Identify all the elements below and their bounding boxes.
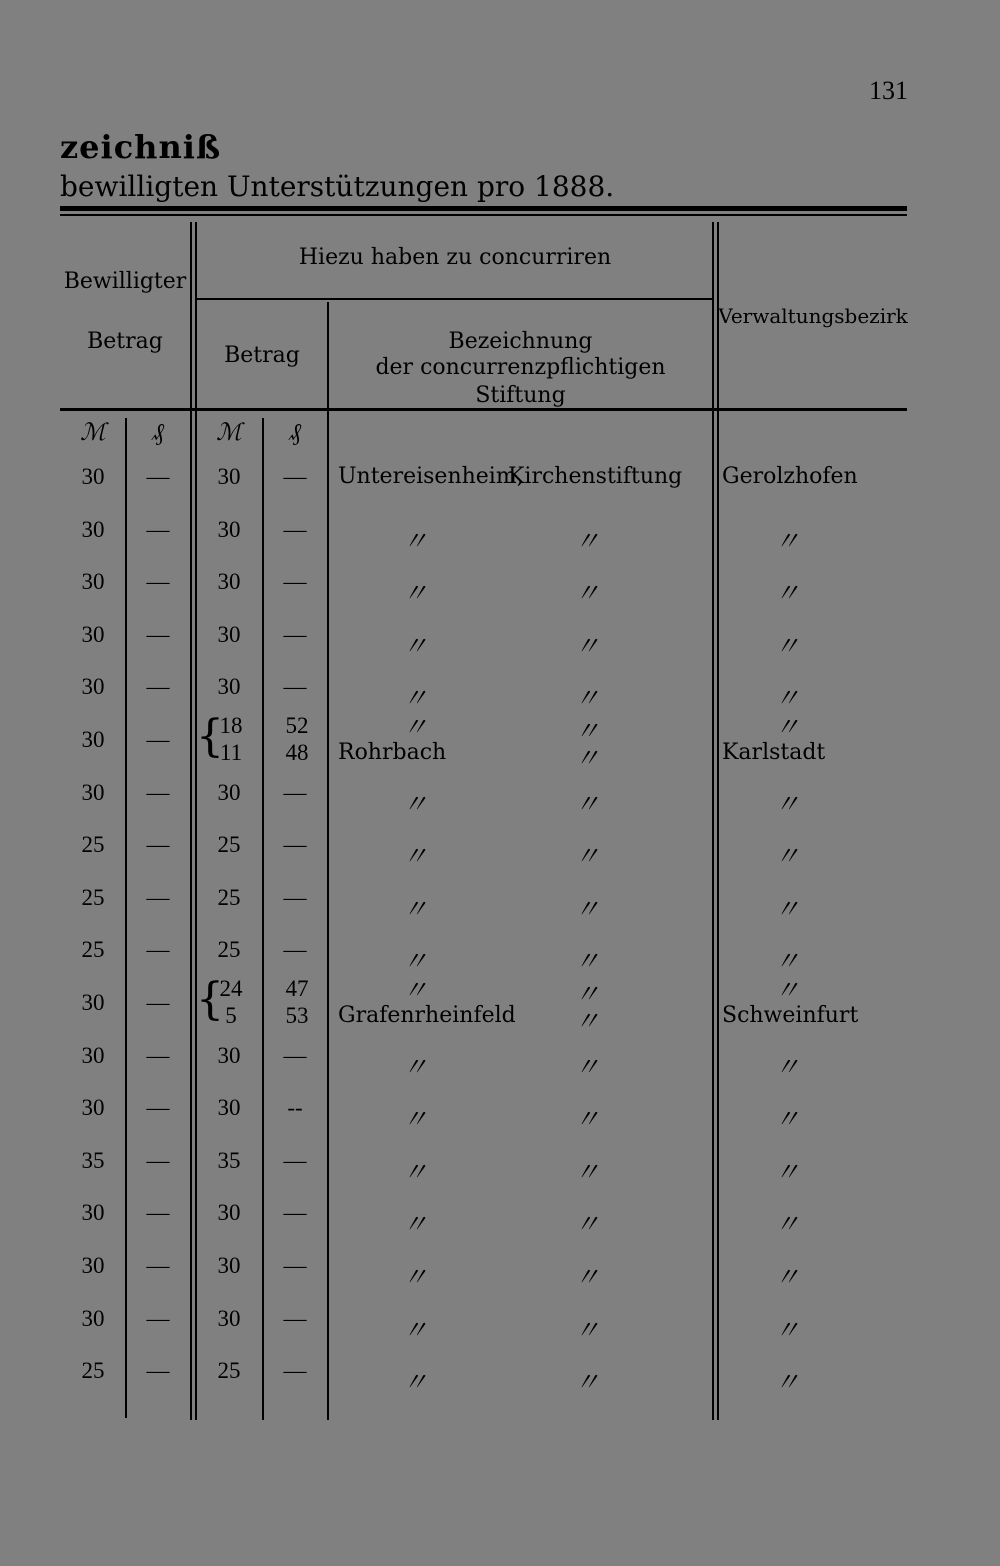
granted-pfennig-cell: —	[146, 516, 170, 542]
title-line-1: zeichniß	[60, 128, 222, 166]
place-ditto: 〃	[401, 789, 428, 820]
granted-mark-cell: 25	[81, 884, 105, 910]
place-ditto: 〃	[401, 579, 428, 610]
foundation-ditto: 〃	[573, 1007, 600, 1037]
district-ditto: 〃	[773, 947, 800, 978]
granted-pfennig-cell: —	[146, 674, 170, 700]
foundation-ditto: 〃	[573, 526, 600, 557]
district-ditto: 〃	[773, 684, 800, 715]
granted-pfennig-cell: —	[146, 884, 170, 910]
granted-mark-cell: 30	[81, 516, 105, 542]
place-ditto: 〃	[401, 1315, 428, 1346]
foundation-ditto: 〃	[573, 1105, 600, 1136]
unit-mark-granted: ℳ	[80, 418, 106, 446]
district-ditto: 〃	[773, 1157, 800, 1188]
concur-pfennig-cell: —	[283, 937, 307, 963]
foundation-ditto: 〃	[573, 789, 600, 820]
header-granted-line1: Bewilligter	[63, 269, 187, 294]
col-divider-district-a	[712, 222, 714, 1420]
col-divider-district-b	[717, 222, 719, 1420]
foundation-ditto: 〃	[573, 980, 600, 1010]
concur-pfennig-cell: —	[283, 464, 307, 489]
granted-mark-cell: 30	[81, 779, 105, 805]
concur-mark-cell: 25	[217, 1358, 241, 1384]
header-concur-group: Hiezu haben zu concurriren	[298, 245, 612, 270]
granted-pfennig-cell: —	[146, 937, 170, 963]
place-ditto: 〃	[401, 1368, 428, 1399]
foundation-ditto: 〃	[573, 631, 600, 662]
concur-pfennig-cell: --	[287, 1095, 303, 1121]
concur-mark-cell: 30	[217, 621, 241, 647]
granted-pfennig-cell: —	[146, 779, 170, 805]
granted-mark-cell: 30	[81, 621, 105, 647]
col-divider-granted-b	[195, 222, 197, 1420]
granted-mark-cell: 30	[81, 1042, 105, 1068]
granted-mark-cell: 30	[81, 674, 105, 700]
granted-pfennig-cell: —	[146, 621, 170, 647]
header-designation-line2: der concurrenzpflichtigen Stiftung	[375, 355, 666, 408]
unit-pfennig-concur: ₰	[289, 418, 301, 446]
place-ditto: 〃	[401, 842, 428, 873]
granted-pfennig-cell: —	[146, 1358, 170, 1384]
top-rule-thin	[60, 214, 907, 216]
granted-pfennig-cell: —	[146, 727, 170, 752]
concur-mark-cell: 30	[217, 1305, 241, 1331]
concur-pfennig-cell: —	[283, 779, 307, 805]
concur-mark-cell: 18	[219, 713, 243, 738]
col-divider-designation	[327, 302, 329, 1420]
unit-mark-concur: ℳ	[216, 418, 242, 446]
place-cell: Untereisenheim,	[338, 464, 524, 489]
place-ditto: 〃	[401, 1157, 428, 1188]
place-ditto: 〃	[401, 684, 428, 715]
concur-pfennig-cell: —	[283, 1253, 307, 1278]
foundation-ditto: 〃	[573, 947, 600, 978]
foundation-ditto: 〃	[573, 579, 600, 610]
district-ditto: 〃	[773, 579, 800, 610]
foundation-ditto: 〃	[573, 894, 600, 925]
place-ditto: 〃	[401, 1263, 428, 1293]
header-designation-line1: Bezeichnung	[448, 329, 593, 354]
concur-mark-cell: 30	[217, 1253, 241, 1278]
foundation-ditto: 〃	[573, 1315, 600, 1346]
foundation-ditto: 〃	[573, 1157, 600, 1188]
concur-mark-cell: 25	[217, 832, 241, 858]
district-ditto: 〃	[773, 1263, 800, 1293]
district-ditto: 〃	[773, 1315, 800, 1346]
concur-pfennig-cell: —	[283, 1147, 307, 1173]
brace-icon: {	[196, 974, 224, 1025]
district-ditto: 〃	[773, 713, 800, 743]
top-rule-thick	[60, 206, 907, 211]
granted-mark-cell: 30	[81, 1200, 105, 1226]
concur-pfennig-cell: 53	[285, 1003, 309, 1028]
granted-pfennig-cell: —	[146, 990, 170, 1015]
district-ditto: 〃	[773, 1105, 800, 1136]
header-district: Verwaltungsbezirk	[718, 304, 908, 328]
place-ditto: 〃	[401, 526, 428, 557]
concur-mark-cell: 30	[217, 516, 241, 542]
concur-pfennig-cell: —	[283, 884, 307, 910]
granted-pfennig-cell: —	[146, 1253, 170, 1278]
concur-pfennig-cell: —	[283, 516, 307, 542]
col-divider-granted-a	[190, 222, 192, 1420]
concur-pfennig-cell: —	[283, 1358, 307, 1384]
district-ditto: 〃	[773, 1368, 800, 1399]
granted-mark-cell: 25	[81, 832, 105, 858]
district-cell: Karlstadt	[722, 740, 826, 765]
place-ditto: 〃	[401, 947, 428, 978]
district-ditto: 〃	[773, 976, 800, 1006]
granted-mark-cell: 35	[81, 1147, 105, 1173]
concur-pfennig-cell: —	[283, 674, 307, 700]
concur-pfennig-cell: 52	[285, 713, 309, 738]
granted-pfennig-cell: —	[146, 464, 170, 489]
concur-mark-cell: 30	[217, 1200, 241, 1226]
concur-pfennig-cell: 48	[285, 740, 309, 765]
foundation-ditto: 〃	[573, 744, 600, 774]
concur-pfennig-cell: —	[283, 1042, 307, 1068]
granted-mark-cell: 25	[81, 1358, 105, 1384]
district-ditto: 〃	[773, 631, 800, 662]
header-subrule	[197, 298, 713, 300]
concur-mark-cell: 25	[217, 937, 241, 963]
header-concur-amount: Betrag	[224, 343, 300, 368]
page-number: 131	[869, 76, 908, 105]
granted-pfennig-cell: —	[146, 832, 170, 858]
concur-mark-cell: 35	[217, 1147, 241, 1173]
title-line-2: bewilligten Unterstützungen pro 1888.	[60, 170, 615, 203]
place-ditto: 〃	[401, 1052, 428, 1083]
foundation-ditto: 〃	[573, 1368, 600, 1399]
concur-mark-cell: 30	[217, 569, 241, 595]
foundation-ditto: 〃	[573, 684, 600, 715]
district-cell: Schweinfurt	[722, 1003, 859, 1028]
granted-mark-cell: 30	[81, 569, 105, 595]
foundation-ditto: 〃	[573, 717, 600, 747]
concur-mark-cell: 30	[217, 1042, 241, 1068]
district-ditto: 〃	[773, 526, 800, 557]
granted-mark-cell: 30	[81, 727, 105, 752]
foundation-cell: Kirchenstiftung	[508, 464, 683, 489]
granted-pfennig-cell: —	[146, 1095, 170, 1121]
foundation-ditto: 〃	[573, 842, 600, 873]
place-ditto: 〃	[401, 894, 428, 925]
concur-pfennig-cell: —	[283, 1200, 307, 1226]
district-ditto: 〃	[773, 842, 800, 873]
concur-mark-cell: 5	[225, 1003, 237, 1028]
granted-pfennig-cell: —	[146, 569, 170, 595]
granted-pfennig-cell: —	[146, 1147, 170, 1173]
concur-mark-cell: 30	[217, 464, 241, 489]
granted-mark-cell: 25	[81, 937, 105, 963]
district-ditto: 〃	[773, 1052, 800, 1083]
concur-mark-cell: 25	[217, 884, 241, 910]
concur-pfennig-cell: —	[283, 1305, 307, 1331]
granted-pfennig-cell: —	[146, 1200, 170, 1226]
brace-icon: {	[196, 711, 224, 762]
district-ditto: 〃	[773, 789, 800, 820]
concur-pfennig-cell: —	[283, 832, 307, 858]
granted-pfennig-cell: —	[146, 1305, 170, 1331]
place-ditto: 〃	[401, 631, 428, 662]
concur-mark-cell: 30	[217, 674, 241, 700]
concur-pfennig-cell: 47	[285, 976, 309, 1001]
place-cell: Grafenrheinfeld	[338, 1003, 516, 1028]
foundation-ditto: 〃	[573, 1052, 600, 1083]
concur-pfennig-cell: —	[283, 621, 307, 647]
header-granted-line2: Betrag	[87, 329, 163, 354]
place-ditto: 〃	[401, 1105, 428, 1136]
district-cell: Gerolzhofen	[722, 464, 858, 489]
foundation-ditto: 〃	[573, 1263, 600, 1293]
district-ditto: 〃	[773, 894, 800, 925]
place-ditto: 〃	[401, 713, 428, 743]
granted-pfennig-cell: —	[146, 1042, 170, 1068]
concur-mark-cell: 24	[219, 976, 243, 1001]
granted-mark-cell: 30	[81, 1253, 105, 1278]
concur-mark-cell: 30	[217, 779, 241, 805]
granted-mark-cell: 30	[81, 1095, 105, 1121]
concur-mark-cell: 11	[219, 740, 243, 765]
granted-mark-cell: 30	[81, 990, 105, 1015]
concur-pfennig-cell: —	[283, 569, 307, 595]
granted-mark-cell: 30	[81, 464, 105, 489]
district-ditto: 〃	[773, 1210, 800, 1241]
place-ditto: 〃	[401, 976, 428, 1006]
place-ditto: 〃	[401, 1210, 428, 1241]
granted-mark-cell: 30	[81, 1305, 105, 1331]
foundation-ditto: 〃	[573, 1210, 600, 1241]
unit-pfennig-granted: ₰	[152, 418, 164, 446]
place-cell: Rohrbach	[338, 740, 447, 765]
concur-mark-cell: 30	[217, 1095, 241, 1121]
